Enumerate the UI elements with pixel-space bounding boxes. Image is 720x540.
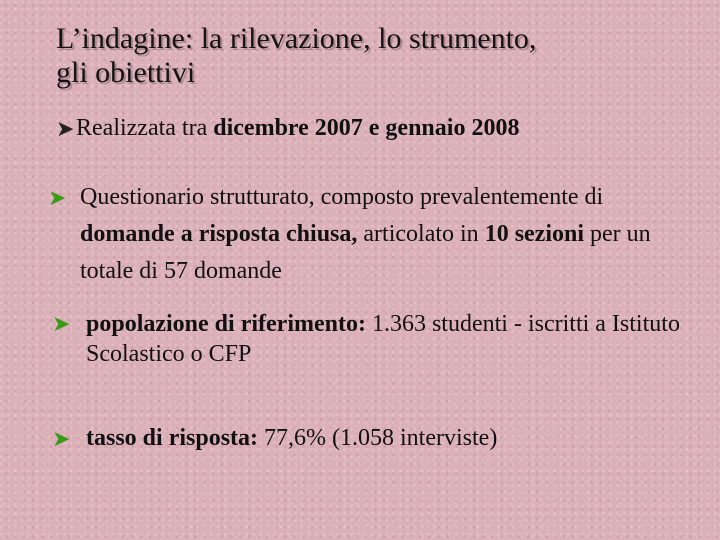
bullet-bold-text: dicembre 2007 e gennaio 2008: [213, 115, 520, 141]
green-arrow-bullet-icon: ➤: [52, 311, 71, 336]
slide-title: [56, 22, 696, 90]
green-arrow-bullet-icon: ➤: [48, 185, 67, 210]
bullet-text: Questionario strutturato, composto prevalentemente di: [80, 184, 604, 210]
arrow-bullet-icon: ➤: [56, 116, 75, 141]
bullet-bold-text: 10 sezioni: [484, 221, 585, 247]
title-line-2: gli obiettivi: [56, 56, 196, 89]
green-arrow-bullet-icon: ➤: [52, 426, 71, 451]
bullet-text: 77,6% (1.058 interviste): [258, 425, 498, 451]
title-line-1: L’indagine: la rilevazione, lo strumento,: [56, 22, 537, 55]
bullet-questionnaire: [80, 179, 700, 290]
bullet-text: Realizzata tra: [76, 115, 214, 141]
bullet-bold-text: popolazione di riferimento:: [86, 311, 366, 337]
bullet-text: articolato in: [357, 221, 485, 247]
bullet-text: per un totale di 57 domande: [80, 221, 651, 284]
bullet-response-rate: [86, 420, 686, 457]
bullet-population: [86, 309, 686, 369]
bullet-period: [76, 110, 696, 147]
bullet-bold-text: domande a risposta chiusa,: [80, 221, 358, 247]
bullet-bold-text: tasso di risposta:: [86, 425, 259, 451]
bullet-text: 1.363 studenti - iscritti a Istituto Scolastico o CFP: [86, 311, 680, 367]
